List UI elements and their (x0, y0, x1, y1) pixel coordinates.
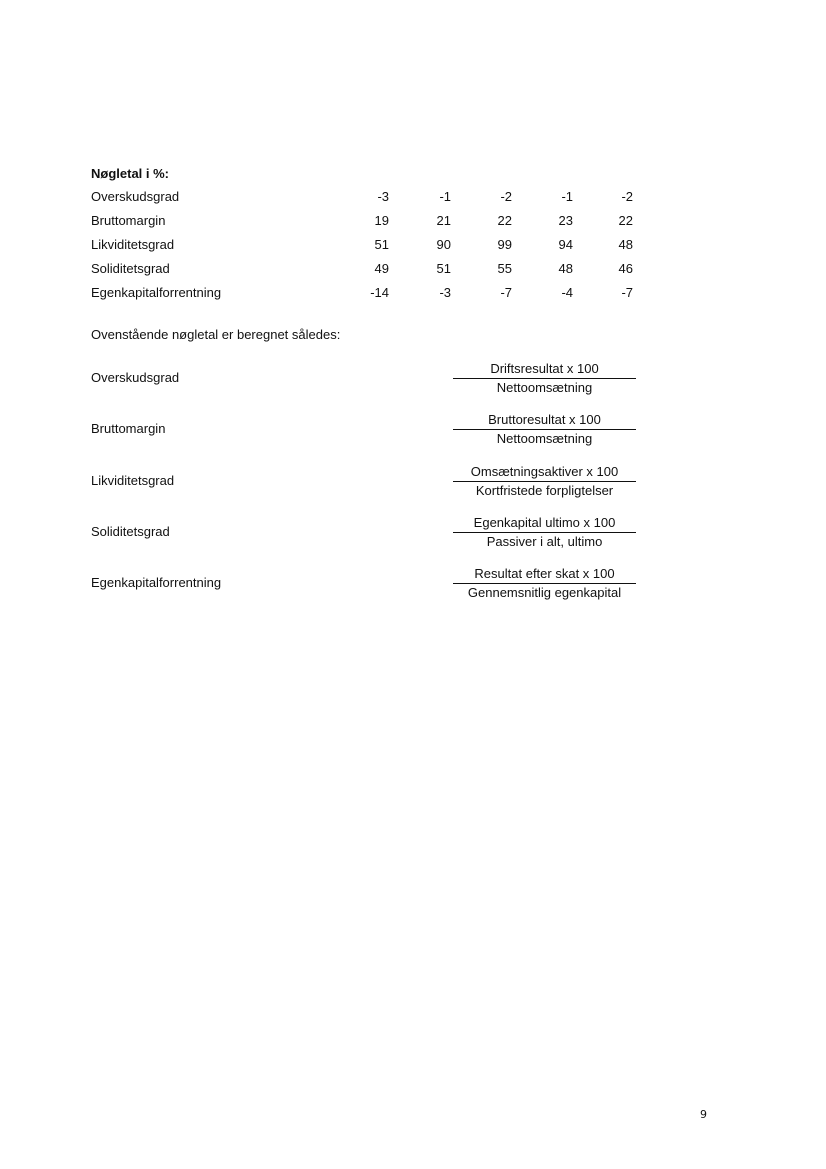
page-number: 9 (700, 1108, 707, 1121)
ratio-value: 51 (436, 261, 451, 276)
ratio-value: 23 (558, 213, 573, 228)
ratio-value: 21 (436, 213, 451, 228)
ratio-value: -4 (561, 285, 573, 300)
ratio-value: -2 (500, 189, 512, 204)
ratio-value: 46 (618, 261, 633, 276)
ratio-label: Bruttomargin (91, 213, 166, 228)
fraction-bar (453, 378, 636, 379)
formula-denominator: Kortfristede forpligtelser (475, 483, 614, 498)
ratio-row-soliditetsgrad (91, 261, 636, 279)
formula-row-bruttomargin (91, 412, 636, 454)
formula-fraction (453, 515, 636, 550)
ratio-value: 49 (374, 261, 389, 276)
ratio-row-likviditetsgrad (91, 237, 636, 255)
formula-fraction (453, 464, 636, 499)
formula-label: Egenkapitalforrentning (91, 575, 222, 590)
ratio-value: 19 (374, 213, 389, 228)
ratio-value: 48 (558, 261, 573, 276)
formula-label: Bruttomargin (91, 421, 166, 436)
formula-fraction (453, 412, 636, 447)
ratio-value: -3 (439, 285, 451, 300)
ratio-value: 22 (618, 213, 633, 228)
formula-numerator: Resultat efter skat x 100 (474, 566, 615, 581)
ratio-value: -14 (370, 285, 389, 300)
formula-row-egenkapitalforrentning (91, 566, 636, 608)
ratio-row-overskudsgrad (91, 189, 636, 207)
formula-fraction (453, 361, 636, 396)
formula-intro: Ovenstående nøgletal er beregnet således: (91, 327, 341, 342)
formula-row-overskudsgrad (91, 361, 636, 403)
formula-fraction (453, 566, 636, 601)
ratio-value: 90 (436, 237, 451, 252)
ratio-value: -7 (500, 285, 512, 300)
formula-label: Soliditetsgrad (91, 524, 170, 539)
ratio-label: Egenkapitalforrentning (91, 285, 222, 300)
formula-denominator: Passiver i alt, ultimo (486, 534, 603, 549)
formula-row-soliditetsgrad (91, 515, 636, 557)
formula-denominator: Nettoomsætning (496, 380, 593, 395)
fraction-bar (453, 429, 636, 430)
ratio-value: -3 (377, 189, 389, 204)
ratio-value: 48 (618, 237, 633, 252)
ratio-value: -1 (561, 189, 573, 204)
ratio-value: 55 (497, 261, 512, 276)
formula-numerator: Omsætningsaktiver x 100 (470, 464, 619, 479)
ratio-value: 22 (497, 213, 512, 228)
ratio-value: 99 (497, 237, 512, 252)
formula-numerator: Egenkapital ultimo x 100 (473, 515, 616, 530)
formula-row-likviditetsgrad (91, 464, 636, 506)
formula-denominator: Gennemsnitlig egenkapital (467, 585, 622, 600)
ratio-value: -7 (621, 285, 633, 300)
fraction-bar (453, 583, 636, 584)
ratio-label: Soliditetsgrad (91, 261, 170, 276)
ratio-row-egenkapitalforrentning (91, 285, 636, 303)
key-figures-heading: Nøgletal i %: (91, 166, 170, 181)
ratio-label: Likviditetsgrad (91, 237, 175, 252)
formula-numerator: Driftsresultat x 100 (490, 361, 599, 376)
ratio-value: 51 (374, 237, 389, 252)
formula-label: Overskudsgrad (91, 370, 180, 385)
ratio-value: -2 (621, 189, 633, 204)
ratio-value: -1 (439, 189, 451, 204)
formula-label: Likviditetsgrad (91, 473, 175, 488)
ratio-row-bruttomargin (91, 213, 636, 231)
formula-numerator: Bruttoresultat x 100 (488, 412, 601, 427)
ratio-value: 94 (558, 237, 573, 252)
formula-denominator: Nettoomsætning (496, 431, 593, 446)
ratio-label: Overskudsgrad (91, 189, 180, 204)
fraction-bar (453, 532, 636, 533)
fraction-bar (453, 481, 636, 482)
